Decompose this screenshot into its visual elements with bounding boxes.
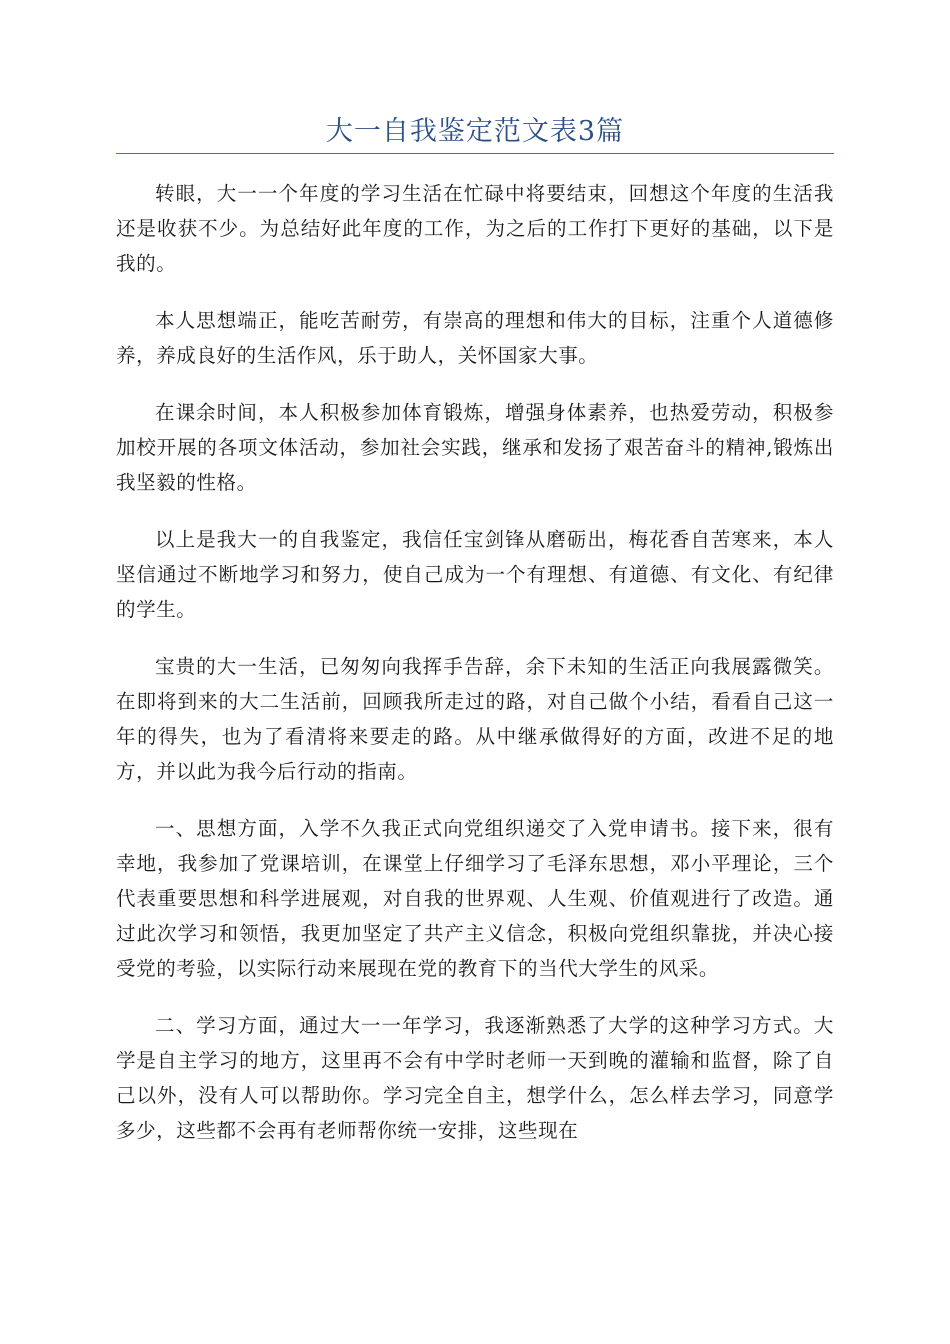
page-title: 大一自我鉴定范文表3篇 [325, 116, 625, 147]
paragraph-6: 一、思想方面，入学不久我正式向党组织递交了入党申请书。接下来，很有幸地，我参加了党课培训，在课堂上仔细学习了毛泽东思想，邓小平理论，三个代表重要思想和科学进展观，对自我的世界观、人生观、价值观进行了改造。通过此次学习和领悟，我更加坚定了共产主义信念，积极向党组织靠拢，并决心接受党的考验，以实际行动来展现在党的教育下的当代大学生的风采。 [116, 817, 834, 980]
document-body [116, 176, 834, 1170]
paragraph-1: 转眼，大一一个年度的学习生活在忙碌中将要结束，回想这个年度的生活我还是收获不少。为总结好此年度的工作，为之后的工作打下更好的基础，以下是我的。 [116, 182, 834, 275]
document-page [116, 0, 834, 1344]
paragraph-4: 以上是我大一的自我鉴定，我信任宝剑锋从磨砺出，梅花香自苦寒来，本人坚信通过不断地学习和努力，使自己成为一个有理想、有道德、有文化、有纪律的学生。 [116, 528, 834, 621]
paragraph-5: 宝贵的大一生活，已匆匆向我挥手告辞，余下未知的生活正向我展露微笑。在即将到来的大二生活前，回顾我所走过的路，对自己做个小结，看看自己这一年的得失，也为了看清将来要走的路。从中继承做得好的方面，改进不足的地方，并以此为我今后行动的指南。 [116, 655, 834, 783]
paragraph-7: 二、学习方面，通过大一一年学习，我逐渐熟悉了大学的这种学习方式。大学是自主学习的地方，这里再不会有中学时老师一天到晚的灌输和监督，除了自己以外，没有人可以帮助你。学习完全自主，想学什么，怎么样去学习，同意学多少，这些都不会再有老师帮你统一安排，这些现在 [116, 1014, 834, 1142]
title-underline [116, 153, 834, 154]
paragraph-2: 本人思想端正，能吃苦耐劳，有崇高的理想和伟大的目标，注重个人道德修养，养成良好的生活作风，乐于助人，关怀国家大事。 [116, 309, 834, 367]
paragraph-3: 在课余时间，本人积极参加体育锻炼，增强身体素养，也热爱劳动，积极参加校开展的各项文体活动，参加社会实践，继承和发扬了艰苦奋斗的精神,锻炼出我坚毅的性格。 [116, 401, 834, 494]
